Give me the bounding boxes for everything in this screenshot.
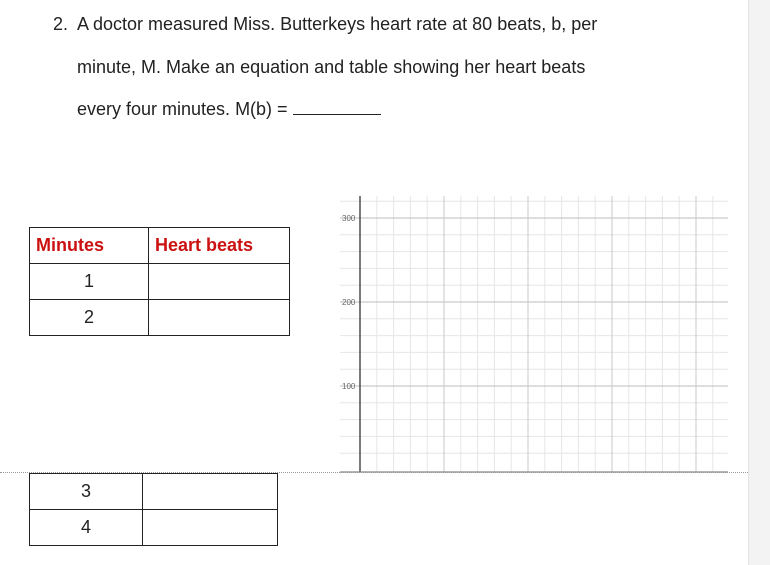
table-header-row bbox=[30, 228, 290, 264]
y-tick-label: 200 bbox=[342, 298, 356, 307]
coordinate-graph[interactable] bbox=[334, 192, 730, 474]
table-row bbox=[30, 264, 290, 300]
question-line-1: A doctor measured Miss. Butterkeys heart rate at 80 beats, b, per bbox=[77, 14, 598, 34]
minutes-cell: 3 bbox=[30, 474, 143, 510]
heart-beats-cell[interactable] bbox=[143, 510, 278, 546]
table-row bbox=[30, 510, 278, 546]
minor-grid bbox=[340, 196, 728, 472]
question-line-2: minute, M. Make an equation and table showing her heart beats bbox=[77, 57, 586, 77]
answer-blank[interactable] bbox=[293, 100, 381, 115]
heart-beats-cell[interactable] bbox=[143, 474, 278, 510]
question-line-3: every four minutes. M(b) = bbox=[77, 99, 288, 119]
heart-beats-cell[interactable] bbox=[149, 264, 290, 300]
major-grid bbox=[340, 196, 728, 472]
minutes-table-bottom bbox=[29, 473, 278, 546]
minutes-cell: 2 bbox=[30, 300, 149, 336]
minutes-cell: 1 bbox=[30, 264, 149, 300]
minutes-table-top bbox=[29, 227, 290, 336]
header-heart-beats: Heart beats bbox=[149, 228, 290, 264]
minutes-cell: 4 bbox=[30, 510, 143, 546]
window-right-gutter bbox=[748, 0, 770, 565]
heart-beats-cell[interactable] bbox=[149, 300, 290, 336]
header-minutes: Minutes bbox=[30, 228, 149, 264]
table-row bbox=[30, 474, 278, 510]
y-tick-label: 100 bbox=[342, 382, 356, 391]
question-number: 2. bbox=[53, 14, 69, 34]
y-tick-label: 300 bbox=[342, 214, 356, 223]
question-line-3-wrap bbox=[77, 99, 381, 120]
table-row bbox=[30, 300, 290, 336]
